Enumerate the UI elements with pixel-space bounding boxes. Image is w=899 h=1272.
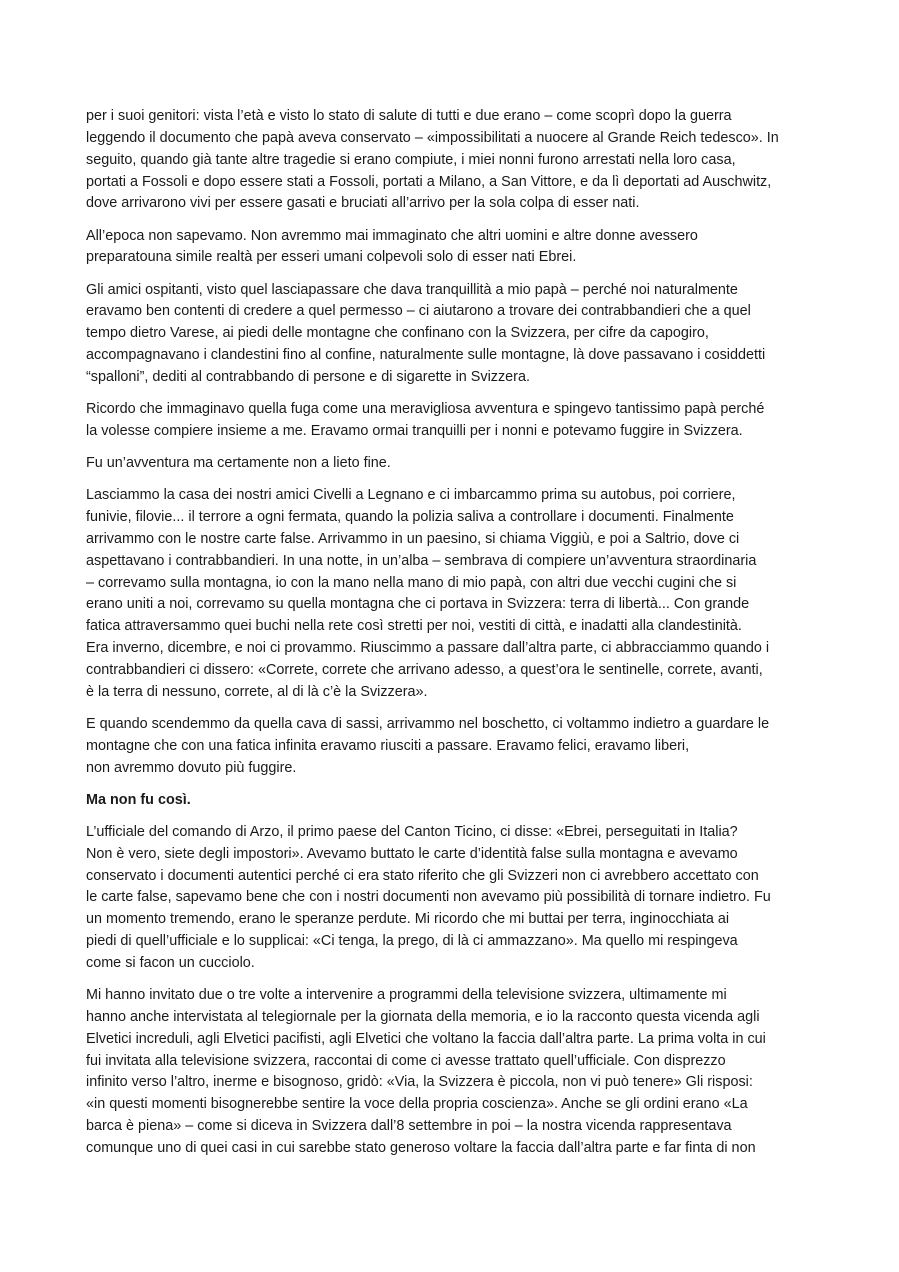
body-paragraph bbox=[86, 485, 816, 703]
text-line: All’epoca non sapevamo. Non avremmo mai immaginato che altri uomini e altre donne avessero bbox=[86, 227, 698, 244]
body-paragraph bbox=[86, 453, 816, 475]
body-paragraph bbox=[86, 399, 816, 443]
text-line: funivie, filovie... il terrore a ogni fermata, quando la polizia saliva a controllare i documenti. Finalmente bbox=[86, 508, 734, 525]
text-line: erano uniti a noi, correvamo su quella montagna che ci portava in Svizzera: terra di libertà... Con grande bbox=[86, 596, 750, 613]
text-line: infinito verso l’altro, inerme e bisognoso, gridò: «Via, la Svizzera è piccola, non vi può tenere» Gli risposi: bbox=[86, 1074, 753, 1091]
text-line: dove arrivarono vivi per essere gasati e bruciati all’arrivo per la sola colpa di esser nati. bbox=[86, 195, 640, 212]
body-paragraph bbox=[86, 822, 816, 975]
text-line: Fu un’avventura ma certamente non a lieto fine. bbox=[86, 455, 391, 471]
body-paragraph bbox=[86, 985, 816, 1160]
text-line: la volesse compiere insieme a me. Eravamo ormai tranquilli per i nonni e potevamo fuggire in Svizzera. bbox=[86, 422, 743, 439]
text-line: per i suoi genitori: vista l’età e visto lo stato di salute di tutti e due erano – come scoprì dopo la guerra bbox=[86, 108, 732, 124]
text-line: barca è piena» – come si diceva in Svizzera dall’8 settembre in poi – la nostra vicenda rappresentava bbox=[86, 1118, 732, 1135]
text-line: un momento tremendo, erano le speranze perdute. Mi ricordo che mi buttai per terra, inginocchiata ai bbox=[86, 911, 730, 928]
text-line: Ma non fu così. bbox=[86, 791, 191, 808]
body-paragraph bbox=[86, 106, 816, 215]
text-line: portati a Fossoli e dopo essere stati a Fossoli, portati a Milano, a San Vittore, e da lì deportati ad Auschwitz, bbox=[86, 173, 772, 190]
body-paragraph bbox=[86, 714, 816, 780]
text-line: arrivammo con le nostre carte false. Arrivammo in un paesino, si chiama Viggiù, e poi a Saltrio, dove ci bbox=[86, 530, 740, 547]
text-line: hanno anche intervistata al telegiornale per la giornata della memoria, e io la racconto questa vicenda agli bbox=[86, 1008, 760, 1025]
text-line: fatica attraversammo quei buchi nella rete così stretti per noi, vestiti di città, e inadatti alla clandestinità. bbox=[86, 618, 742, 635]
text-line: conservato i documenti autentici perché ci era stato riferito che gli Svizzeri non ci avrebbero accettato con bbox=[86, 867, 759, 884]
text-line: Mi hanno invitato due o tre volte a intervenire a programmi della televisione svizzera, ultimamente mi bbox=[86, 987, 727, 1004]
text-line: piedi di quell’ufficiale e lo supplicai: «Ci tenga, la prego, di là ci ammazzano». Ma quello mi respingeva bbox=[86, 933, 738, 950]
text-line: Ricordo che immaginavo quella fuga come una meravigliosa avventura e spingevo tantissimo papà perché bbox=[86, 401, 765, 418]
text-line: aspettavano i contrabbandieri. In una notte, in un’alba – sembrava di compiere un’avventura straordinaria bbox=[86, 552, 757, 569]
body-paragraph bbox=[86, 280, 816, 389]
text-line: seguito, quando già tante altre tragedie si erano compiute, i miei nonni furono arrestati nella loro casa, bbox=[86, 151, 736, 168]
text-line: “spalloni”, dediti al contrabbando di persone e di sigarette in Svizzera. bbox=[86, 368, 530, 385]
text-line: preparatouna simile realtà per esseri umani colpevoli solo di esser nati Ebrei. bbox=[86, 249, 577, 266]
text-line: contrabbandieri ci dissero: «Correte, correte che arrivano adesso, a quest’ora le sentinelle, correte, avanti, bbox=[86, 661, 763, 678]
text-line: come si facon un cucciolo. bbox=[86, 954, 255, 971]
text-line: le carte false, sapevamo bene che con i nostri documenti non avevamo più possibilità di tornare indietro. Fu bbox=[86, 889, 771, 906]
text-line: «in questi momenti bisognerebbe sentire la voce della propria coscienza». Anche se gli ordini erano «La bbox=[86, 1096, 748, 1113]
document-page bbox=[86, 106, 816, 1170]
text-line: E quando scendemmo da quella cava di sassi, arrivammo nel boschetto, ci voltammo indietro a guardare le bbox=[86, 715, 770, 732]
text-line: Gli amici ospitanti, visto quel lasciapassare che dava tranquillità a mio papà – perché noi naturalmente bbox=[86, 281, 738, 298]
text-line: Elvetici increduli, agli Elvetici pacifisti, agli Elvetici che voltano la faccia dall’altra parte. La prima volta in cui bbox=[86, 1030, 766, 1047]
text-line: Era inverno, dicembre, e noi ci provammo. Riuscimmo a passare dall’altra parte, ci abbracciammo quando i bbox=[86, 640, 770, 657]
body-paragraph bbox=[86, 226, 816, 270]
text-line: tempo dietro Varese, ai piedi delle montagne che confinano con la Svizzera, per cifre da capogiro, bbox=[86, 325, 709, 342]
text-line: è la terra di nessuno, correte, al di là c’è la Svizzera». bbox=[86, 683, 428, 700]
text-line: Lasciammo la casa dei nostri amici Civelli a Legnano e ci imbarcammo prima su autobus, poi corriere, bbox=[86, 487, 736, 504]
text-line: – correvamo sulla montagna, io con la mano nella mano di mio papà, con altri due vecchi cugini che si bbox=[86, 574, 737, 591]
text-line: fui invitata alla televisione svizzera, raccontai di come ci avesse trattato quell’ufficiale. Con disprezzo bbox=[86, 1052, 726, 1069]
text-line: leggendo il documento che papà aveva conservato – «impossibilitati a nuocere al Grande Reich tedesco». In bbox=[86, 129, 779, 146]
text-line: montagne che con una fatica infinita eravamo riusciti a passare. Eravamo felici, eravamo liberi, bbox=[86, 737, 690, 754]
text-line: eravamo ben contenti di credere a quel permesso – ci aiutarono a trovare dei contrabbandieri che a quel bbox=[86, 303, 751, 320]
text-line: non avremmo dovuto più fuggire. bbox=[86, 759, 297, 776]
text-line: accompagnavano i clandestini fino al confine, naturalmente sulle montagne, là dove passavano i cosiddetti bbox=[86, 347, 766, 364]
bold-heading-paragraph bbox=[86, 790, 816, 812]
text-line: L’ufficiale del comando di Arzo, il primo paese del Canton Ticino, ci disse: «Ebrei, perseguitati in Italia? bbox=[86, 823, 738, 840]
text-line: Non è vero, siete degli impostori». Avevamo buttato le carte d’identità false sulla montagna e avevamo bbox=[86, 845, 738, 862]
text-line: comunque uno di quei casi in cui sarebbe stato generoso voltare la faccia dall’altra parte e far finta di non bbox=[86, 1139, 756, 1156]
